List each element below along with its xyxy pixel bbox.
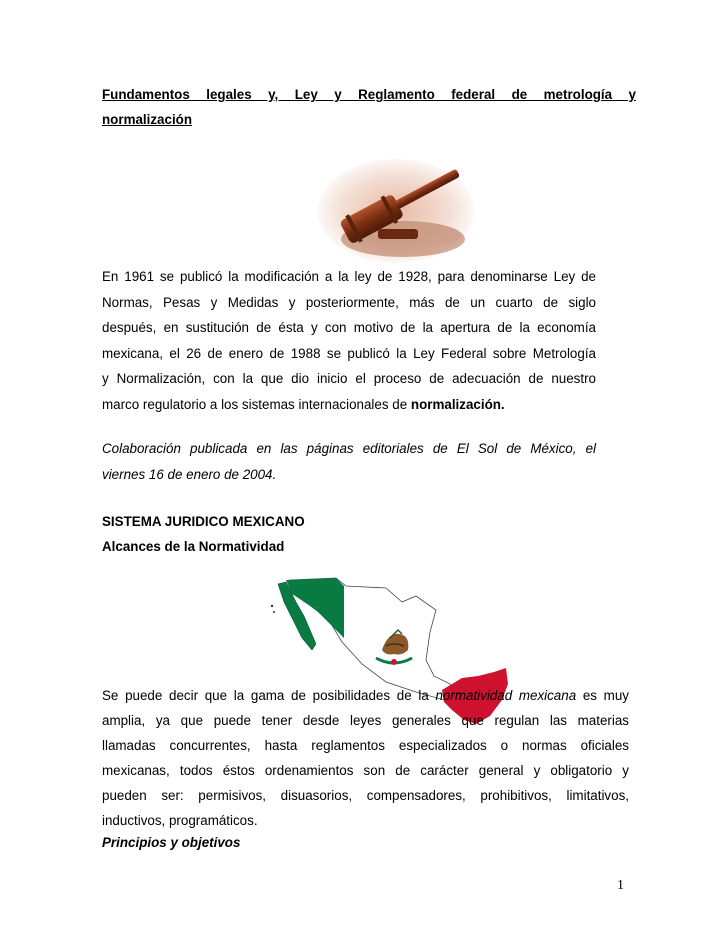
document-title [102, 82, 636, 132]
paragraph-last-line [102, 392, 596, 418]
paragraph-first-line [102, 683, 629, 708]
paragraph-text: es muy [576, 688, 629, 703]
eagle-emblem-icon [372, 628, 416, 665]
paragraph-line: y Normalización, con la que dio inicio el proceso de adecuación de nuestro [102, 371, 596, 386]
paragraph-line: En 1961 se publicó la modificación a la ley de 1928, para denominarse Ley de [102, 269, 596, 284]
page-number: 1 [617, 878, 624, 893]
bold-term: normalización. [410, 396, 505, 412]
italic-term: normatividad mexicana [435, 688, 577, 703]
paragraph-text: marco regulatorio a los sistemas internacionales de [102, 396, 411, 412]
paragraph-line: mexicana, el 26 de enero de 1988 se publicó la Ley Federal sobre Metrología [102, 345, 596, 361]
citation-line-2: viernes 16 de enero de 2004. [102, 466, 277, 482]
heading-principios: Principios y objetivos [102, 835, 241, 850]
title-line-2: normalización [102, 112, 193, 127]
paragraph-line: mexicanas, todos éstos ordenamientos son de carácter general y obligatorio y [102, 763, 629, 778]
paragraph-last-line: inductivos, programáticos. [102, 813, 258, 828]
heading-sistema: SISTEMA JURIDICO MEXICANO [102, 514, 305, 529]
citation-line-1: Colaboración publicada en las páginas editoriales de El Sol de México, el [102, 441, 596, 456]
paragraph-history [102, 264, 596, 417]
paragraph-line: después, en sustitución de ésta y con motivo de la apertura de la economía [102, 320, 596, 335]
title-line-1: Fundamentos legales y, Ley y Reglamento federal de metrología y [102, 87, 636, 102]
gavel-image [318, 159, 474, 263]
paragraph-text: Se puede decir que la gama de posibilidades de la [102, 688, 436, 703]
paragraph-normatividad [102, 683, 629, 833]
paragraph-line: amplia, ya que puede tener desde leyes generales que regulan las materias [102, 713, 629, 728]
paragraph-line: Normas, Pesas y Medidas y posteriormente, más de un cuarto de siglo [102, 294, 596, 310]
paragraph-line: pueden ser: permisivos, disuasorios, compensadores, prohibitivos, limitativos, [102, 788, 629, 803]
citation [102, 436, 596, 487]
paragraph-line: llamadas concurrentes, hasta reglamentos especializados o normas oficiales [102, 738, 629, 753]
heading-alcances: Alcances de la Normatividad [102, 539, 285, 554]
